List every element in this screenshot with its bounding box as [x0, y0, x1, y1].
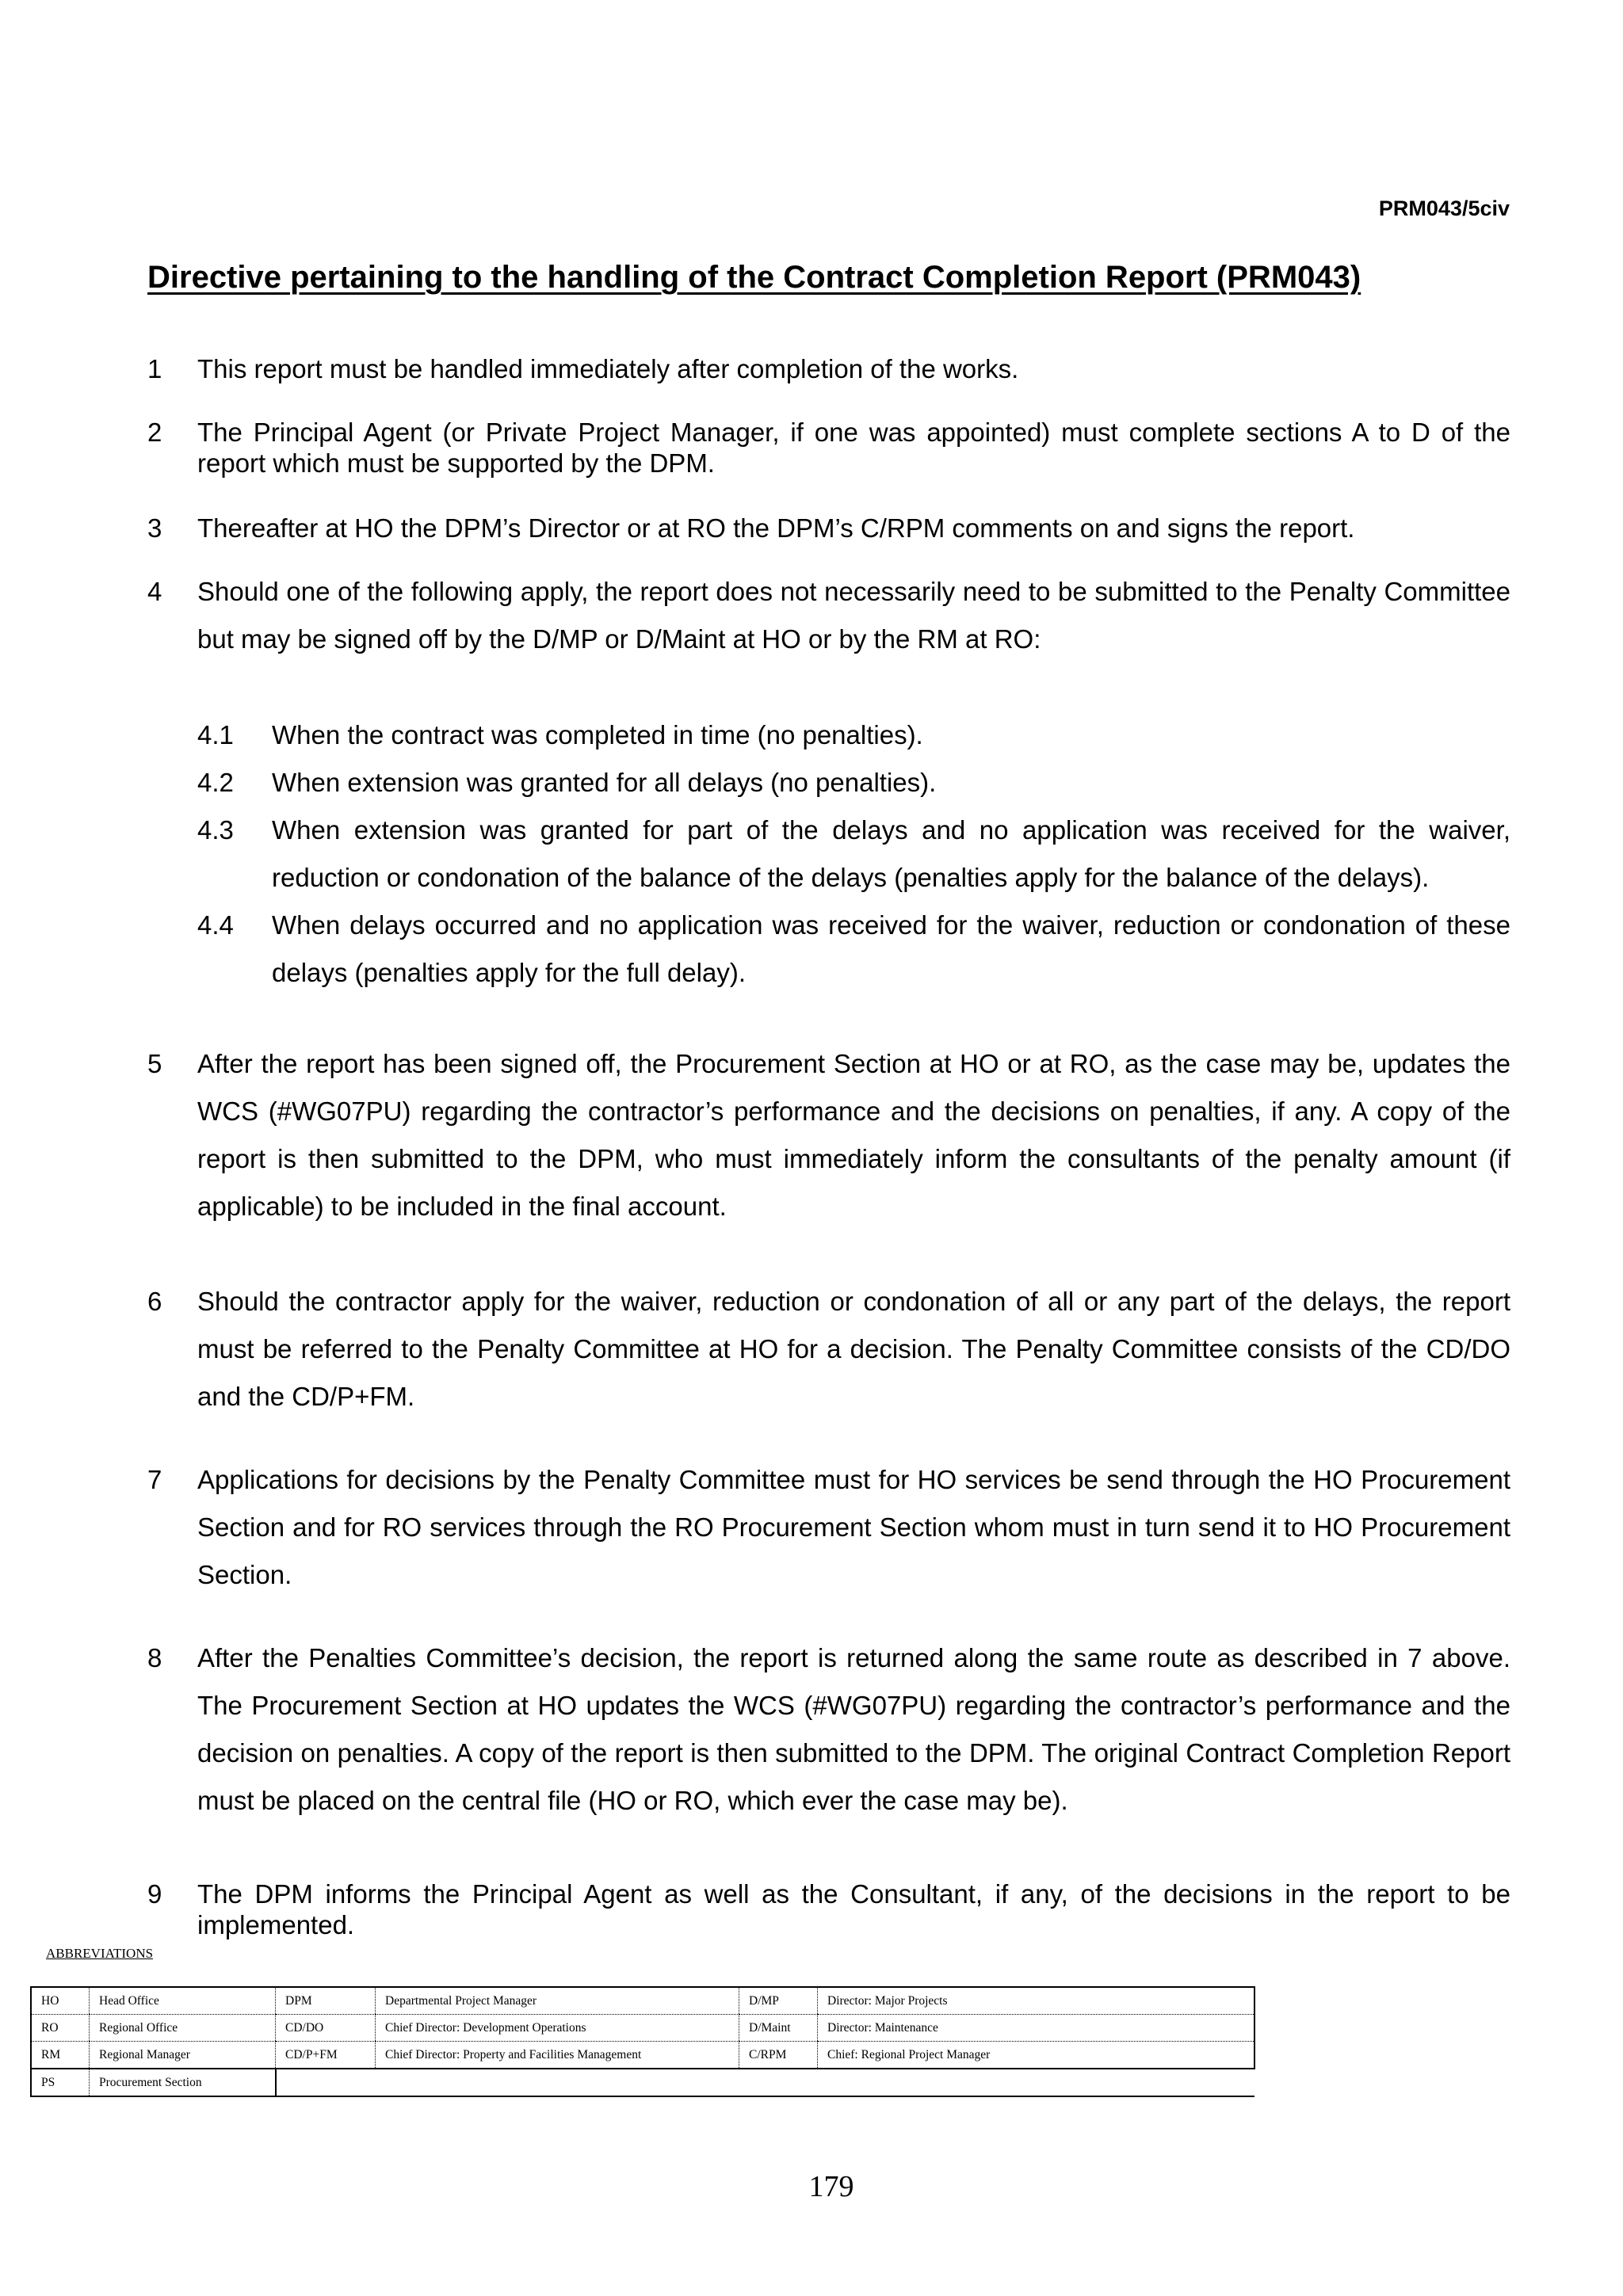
- abbr-cell: RO: [31, 2015, 90, 2042]
- table-row: [31, 2042, 1254, 2069]
- table-row: [31, 2069, 1254, 2096]
- item-text: Applications for decisions by the Penalty Committee must for HO services be send through the HO Procurement Section and for RO services through the RO Procurement Section whom must in turn send it to HO Procurement Section.: [197, 1465, 1510, 1589]
- meaning-cell: Regional Office: [90, 2015, 276, 2042]
- meaning-cell: Chief Director: Development Operations: [376, 2015, 739, 2042]
- abbreviations-table: [30, 1986, 1255, 2097]
- sub-item-text: When delays occurred and no application was received for the waiver, reduction or condonation of these delays (penalties apply for the full delay).: [272, 910, 1510, 987]
- abbr-cell: C/RPM: [739, 2042, 818, 2069]
- document-reference: PRM043/5civ: [1378, 196, 1510, 220]
- empty-cell: [276, 2069, 1255, 2096]
- abbreviations-heading: ABBREVIATIONS: [46, 1946, 154, 1961]
- sub-item-text: When extension was granted for all delays (no penalties).: [272, 768, 937, 797]
- sub-item-number: 4.4: [197, 910, 234, 940]
- sub-list-item: [197, 759, 1510, 807]
- list-item: [147, 417, 1510, 479]
- abbr-cell: PS: [31, 2069, 90, 2096]
- item-number: 5: [147, 1049, 162, 1078]
- page-title: Directive pertaining to the handling of the Contract Completion Report (PRM043): [147, 260, 1361, 295]
- meaning-cell: Chief Director: Property and Facilities Management: [376, 2042, 739, 2069]
- item-text: Should one of the following apply, the report does not necessarily need to be submitted to the Penalty Committee but may be signed off by the D/MP or D/Maint at HO or by the RM at RO:: [197, 577, 1510, 654]
- sub-item-number: 4.3: [197, 815, 234, 845]
- abbr-cell: HO: [31, 1987, 90, 2015]
- item-number: 7: [147, 1465, 162, 1494]
- item-number: 8: [147, 1643, 162, 1672]
- abbr-cell: CD/DO: [276, 2015, 376, 2042]
- item-number: 9: [147, 1879, 162, 1909]
- item-text: After the Penalties Committee’s decision, the report is returned along the same route as described in 7 above. The Procurement Section at HO updates the WCS (#WG07PU) regarding the contractor’s performance and the decision on penalties. A copy of the report is then submitted to the DPM. The original Contract Completion Report must be placed on the central file (HO or RO, which ever the case may be).: [197, 1643, 1510, 1815]
- item-text: After the report has been signed off, the Procurement Section at HO or at RO, as the case may be, updates the WCS (#WG07PU) regarding the contractor’s performance and the decisions on penalties, if any. A copy of the report is then submitted to the DPM, who must immediately inform the consultants of the penalty amount (if applicable) to be included in the final account.: [197, 1049, 1510, 1221]
- meaning-cell: Departmental Project Manager: [376, 1987, 739, 2015]
- abbr-cell: D/Maint: [739, 2015, 818, 2042]
- list-item: [147, 1278, 1510, 1421]
- abbr-cell: D/MP: [739, 1987, 818, 2015]
- list-item: [147, 1040, 1510, 1230]
- meaning-cell: Head Office: [90, 1987, 276, 2015]
- sub-item-number: 4.1: [197, 720, 234, 749]
- abbr-cell: RM: [31, 2042, 90, 2069]
- list-item: [147, 1878, 1510, 1940]
- item-text: Should the contractor apply for the waiver, reduction or condonation of all or any part of the delays, the report must be referred to the Penalty Committee at HO for a decision. The Penalty Committee consists of the CD/DO and the CD/P+FM.: [197, 1287, 1510, 1411]
- item-text: The Principal Agent (or Private Project Manager, if one was appointed) must complete sections A to D of the report which must be supported by the DPM.: [197, 418, 1510, 478]
- page-number: 179: [808, 2170, 854, 2203]
- item-number: 6: [147, 1287, 162, 1316]
- list-item: [147, 353, 1510, 384]
- list-item: [147, 568, 1510, 663]
- abbr-cell: CD/P+FM: [276, 2042, 376, 2069]
- item-number: 3: [147, 513, 162, 543]
- sub-item-text: When extension was granted for part of the delays and no application was received for the waiver, reduction or condonation of the balance of the delays (penalties apply for the balance of the delays).: [272, 815, 1510, 892]
- item-text: This report must be handled immediately after completion of the works.: [197, 354, 1019, 383]
- meaning-cell: Director: Maintenance: [818, 2015, 1255, 2042]
- meaning-cell: Regional Manager: [90, 2042, 276, 2069]
- meaning-cell: Procurement Section: [90, 2069, 276, 2096]
- meaning-cell: Director: Major Projects: [818, 1987, 1255, 2015]
- item-number: 1: [147, 354, 162, 383]
- item-number: 4: [147, 577, 162, 606]
- abbr-cell: DPM: [276, 1987, 376, 2015]
- table-row: [31, 2015, 1254, 2042]
- sub-item-number: 4.2: [197, 768, 234, 797]
- item-number: 2: [147, 418, 162, 447]
- sub-list-item: [197, 711, 1510, 759]
- meaning-cell: Chief: Regional Project Manager: [818, 2042, 1255, 2069]
- item-text: Thereafter at HO the DPM’s Director or at RO the DPM’s C/RPM comments on and signs the report.: [197, 513, 1355, 543]
- list-item: [147, 1634, 1510, 1825]
- sub-item-text: When the contract was completed in time (no penalties).: [272, 720, 923, 749]
- table-row: [31, 1987, 1254, 2015]
- list-item: [147, 1456, 1510, 1599]
- list-item: [147, 513, 1510, 543]
- item-text: The DPM informs the Principal Agent as well as the Consultant, if any, of the decisions in the report to be implemented.: [197, 1879, 1510, 1939]
- sub-list-item: [197, 807, 1510, 902]
- sub-list-item: [197, 902, 1510, 997]
